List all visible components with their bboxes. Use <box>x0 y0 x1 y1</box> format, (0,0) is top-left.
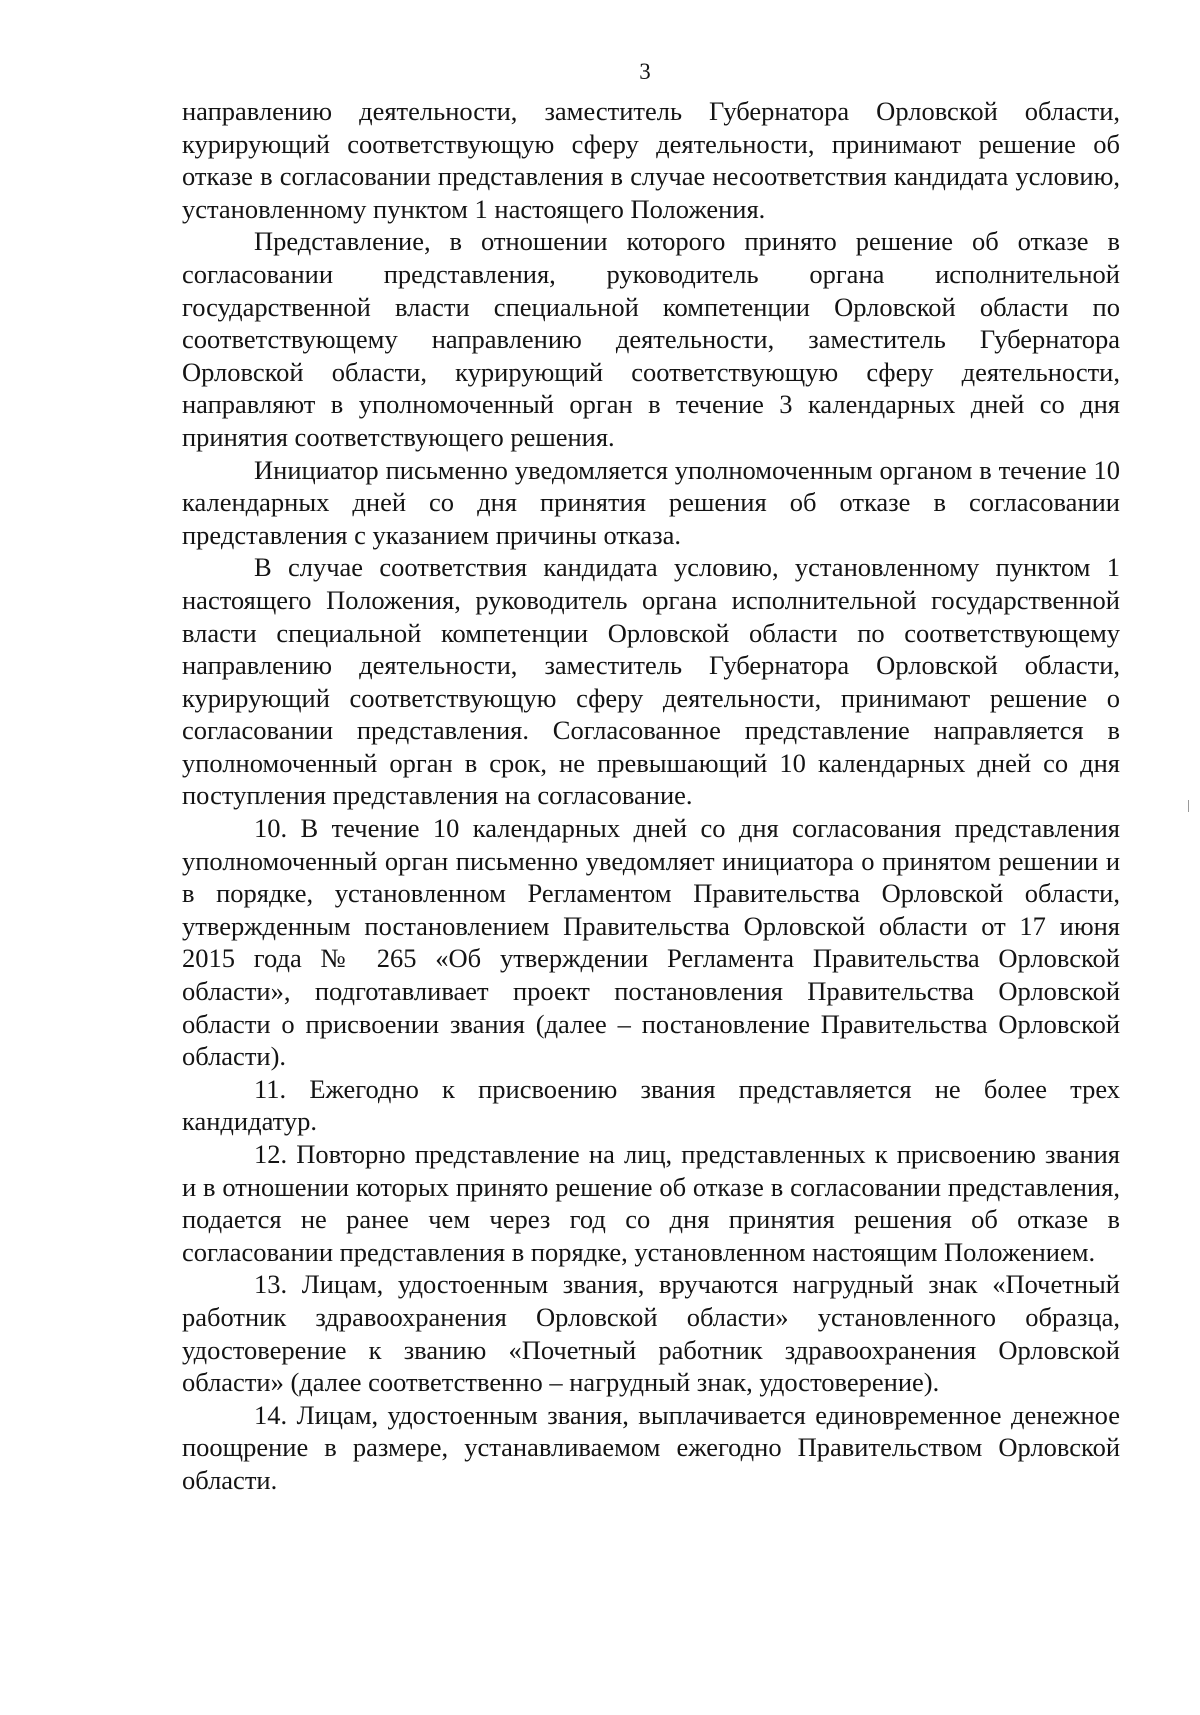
clause-14: 14. Лицам, удостоенным звания, выплачивается единовременное денежное поощрение в размере, устанавливаемом ежегодно Правительством Орловской области. <box>182 1399 1120 1495</box>
page-number: 3 <box>639 59 651 84</box>
document-body <box>182 95 1120 1497</box>
clause-12: 12. Повторно представление на лиц, представленных к присвоению звания и в отношении которых принято решение об отказе в согласовании представления, подается не ранее чем через год со дня принятия решения об отказе в согласовании представления в порядке, установленном настоящим Положением. <box>182 1139 1120 1267</box>
paragraph-representation-refusal: Представление, в отношении которого принято решение об отказе в согласовании представления, руководитель органа исполнительной государственной власти специальной компетенции Орловской области по соответствующему направлению деятельности, заместитель Губернатора Орловской области, курирующий соответствующую сферу деятельности, направляют в уполномоченный орган в течение 3 календарных дней со дня принятия соответствующего решения. <box>182 226 1120 452</box>
paragraph-initiator-notice: Инициатор письменно уведомляется уполномоченным органом в течение 10 календарных дней со дня принятия решения об отказе в согласовании представления с указанием причины отказа. <box>182 454 1120 550</box>
clause-10: 10. В течение 10 календарных дней со дня согласования представления уполномоченный орган письменно уведомляет инициатора о принятом решении и в порядке, установленном Регламентом Правительства Орловской области, утвержденным постановлением Правительства Орловской области от 17 июня 2015 года № 265 «Об утверждении Регламента Правительства Орловской области», подготавливает проект постановления Правительства Орловской области о присвоении звания (далее – постановление Правительства Орловской области). <box>182 813 1120 1072</box>
clause-13: 13. Лицам, удостоенным звания, вручаются нагрудный знак «Почетный работник здравоохранения Орловской области» установленного образца, удостоверение к званию «Почетный работник здравоохранения Орловской области» (далее соответственно – нагрудный знак, удостоверение). <box>182 1269 1120 1398</box>
clause-11: 11. Ежегодно к присвоению звания представляется не более трех кандидатур. <box>182 1073 1120 1137</box>
scan-edge-mark <box>1188 800 1189 812</box>
paragraph-approval: В случае соответствия кандидата условию, установленному пунктом 1 настоящего Положения, руководитель органа исполнительной государственной власти специальной компетенции Орловской области по соответствующему направлению деятельности, заместитель Губернатора Орловской области, курирующий соответствующую сферу деятельности, принимают решение о согласовании представления. Согласованное представление направляется в уполномоченный орган в срок, не превышающий 10 календарных дней со дня поступления представления на согласование. <box>182 552 1120 811</box>
paragraph-continuation: направлению деятельности, заместитель Губернатора Орловской области, курирующий соответствующую сферу деятельности, принимают решение об отказе в согласовании представления в случае несоответствия кандидата условию, установленному пунктом 1 настоящего Положения. <box>182 96 1120 224</box>
